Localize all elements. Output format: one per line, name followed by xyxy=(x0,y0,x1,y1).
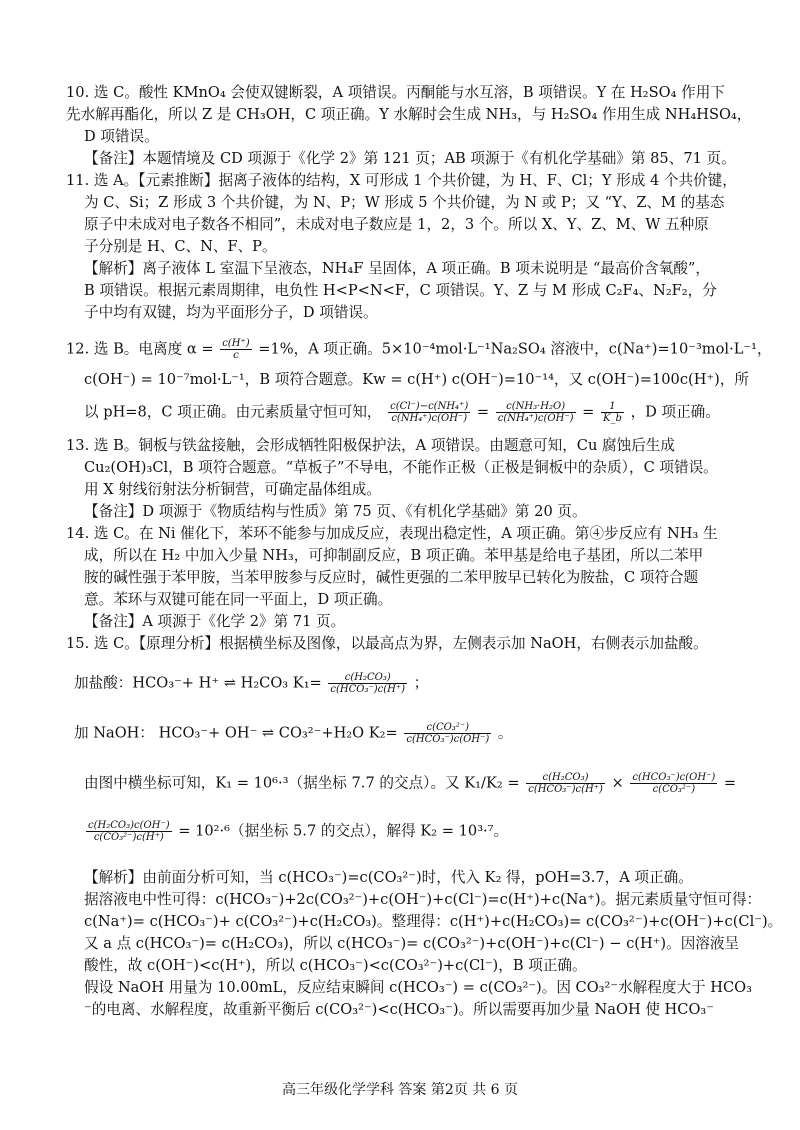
page-footer: 高三年级化学学科 答案 第2页 共 6 页 xyxy=(281,1082,519,1098)
fraction-denominator: c(HCO₃⁻)c(H⁺) xyxy=(330,684,406,695)
k2-fraction xyxy=(404,722,491,745)
fraction-numerator: c(H₂CO₃) xyxy=(526,772,605,784)
q15-equation-naoh xyxy=(74,722,794,745)
q12-fraction-1 xyxy=(388,401,470,424)
q15-analysis-7: ⁻的电离、水解程度，故重新平衡后 c(CO₃²⁻)<c(HCO₃⁻)。所以需要再加少量 NaOH 使 HCO₃⁻ xyxy=(84,1001,714,1018)
alpha-fraction xyxy=(220,338,251,361)
q14-line-4: 意。苯环与双键可能在同一平面上，D 项正确。 xyxy=(84,591,393,608)
q12-fraction-3 xyxy=(601,401,624,424)
q15-analysis-1: 【解析】由前面分析可知，当 c(HCO₃⁻)=c(CO₃²⁻)时，代入 K₂ 得，pOH=3.7，A 项正确。 xyxy=(84,869,693,886)
fraction-numerator: c(CO₃²⁻) xyxy=(404,722,491,734)
q15-k-ratio-line xyxy=(84,772,800,795)
q10-line-1: 10. 选 C。酸性 KMnO₄ 会使双键断裂，A 项错误。丙酮能与水互溶，B 项错误。Y 在 H₂SO₄ 作用下 xyxy=(66,84,725,101)
fraction-denominator: c(HCO₃⁻)c(OH⁻) xyxy=(406,734,490,745)
q14-line-2: 成，所以在 H₂ 中加入少量 NH₃，可抑制副反应，B 项正确。苯甲基是给电子基团，所以二苯甲 xyxy=(84,547,704,564)
eq3-tail: = xyxy=(723,774,737,792)
fraction-numerator: c(Cl⁻)−c(NH₄⁺) xyxy=(390,401,469,412)
q13-note: 【备注】D 项源于《物质结构与性质》第 75 页、《有机化学基础》第 20 页。 xyxy=(84,503,587,520)
eq2-tail: 。 xyxy=(497,724,513,742)
q12-line-3 xyxy=(84,401,800,424)
fraction-denominator: c(CO₃²⁻) xyxy=(652,784,696,795)
q15-equation-hcl xyxy=(74,672,794,695)
q15-k2-result-line xyxy=(84,820,800,843)
q11-line-4: 子分别是 H、C、N、F、P。 xyxy=(84,238,277,255)
fraction-numerator: 1 xyxy=(601,401,624,413)
equals-sign: = xyxy=(476,403,490,421)
q12-text-d: ，D 项正确。 xyxy=(630,403,720,421)
q12-fraction-2 xyxy=(496,401,576,424)
eq1-text: 加盐酸：HCO₃⁻+ H⁺ ⇌ H₂CO₃ K₁= xyxy=(74,674,322,692)
q11-analysis-2: B 项错误。根据元素周期律，电负性 H<P<N<F，C 项错误。Y、Z 与 M 形成 C₂F₄、N₂F₂，分 xyxy=(84,282,717,299)
fraction-denominator: c xyxy=(233,350,239,361)
q11-line-2: 为 C、Si；Z 形成 3 个共价键，为 N、P；W 形成 5 个共价键，为 N 或 P；又 “Y、Z、M 的基态 xyxy=(84,194,725,211)
q15-analysis-6: 假设 NaOH 用量为 10.00mL，反应结束瞬间 c(HCO₃⁻) = c(CO₃²⁻)。因 CO₃²⁻水解程度大于 HCO₃ xyxy=(84,979,752,996)
q10-note: 【备注】本题情境及 CD 项源于《化学 2》第 121 页；AB 项源于《有机化学基础》第 85、71 页。 xyxy=(84,150,736,167)
q13-line-1: 13. 选 B。铜板与铁盆接触，会形成牺牲阳极保护法，A 项错误。由题意可知，Cu 腐蚀后生成 xyxy=(66,437,675,454)
eq1-tail: ； xyxy=(413,674,429,692)
fraction-numerator: c(H₂CO₃)c(OH⁻) xyxy=(88,820,170,831)
fraction-denominator: K_b xyxy=(603,413,622,424)
q13-line-2: Cu₂(OH)₃Cl，B 项符合题意。“草板子”不导电，不能作正极（正极是铜板中的杂质），C 项错误。 xyxy=(84,459,718,476)
q12-text-a: 12. 选 B。电离度 α = xyxy=(66,340,214,358)
fraction-denominator: c(NH₄⁺)c(OH⁻) xyxy=(497,413,574,424)
q12-line-2: c(OH⁻) = 10⁻⁷mol·L⁻¹，B 项符合题意。Kw = c(H⁺) c(OH⁻)=10⁻¹⁴，又 c(OH⁻)=100c(H⁺)，所 xyxy=(84,371,750,388)
equals-sign: = xyxy=(582,403,595,421)
fraction-denominator: c(NH₄⁺)c(OH⁻) xyxy=(391,413,468,424)
q12-text-b: =1%，A 项正确。5×10⁻⁴mol·L⁻¹Na₂SO₄ 溶液中，c(Na⁺)=10⁻³mol·L⁻¹， xyxy=(258,340,772,358)
eq2-text: 加 NaOH： HCO₃⁻+ OH⁻ ⇌ CO₃²⁻+H₂O K₂= xyxy=(74,724,398,742)
q12-line-1 xyxy=(66,338,786,361)
k1-fraction xyxy=(328,672,407,695)
fraction-numerator: c(H⁺) xyxy=(222,338,250,349)
q10-line-2: 先水解再酯化，所以 Z 是 CH₃OH，C 项正确。Y 水解时会生成 NH₃，与 H₂SO₄ 作用生成 NH₄HSO₄， xyxy=(66,106,752,123)
ratio-fraction-1 xyxy=(526,772,605,795)
eq3-text: 由图中横坐标可知，K₁ = 10⁶·³（据坐标 7.7 的交点）。又 K₁/K₂ = xyxy=(84,774,520,792)
ratio-fraction-3 xyxy=(86,820,172,843)
q13-line-3: 用 X 射线衍射法分析铜营，可确定晶体组成。 xyxy=(84,481,381,498)
fraction-denominator: c(HCO₃⁻)c(H⁺) xyxy=(528,784,603,795)
q14-note: 【备注】A 项源于《化学 2》第 71 页。 xyxy=(84,613,346,630)
q15-analysis-5: 酸性，故 c(OH⁻)<c(H⁺)，所以 c(HCO₃⁻)<c(CO₃²⁻)+c(Cl⁻)，B 项正确。 xyxy=(84,957,587,974)
q15-analysis-3: c(Na⁺)= c(HCO₃⁻)+ c(CO₃²⁻)+c(H₂CO₃)。整理得：c(H⁺)+c(H₂CO₃)= c(CO₃²⁻)+c(OH⁻)+c(Cl⁻)。 xyxy=(84,913,783,930)
eq4-text: = 10²·⁶（据坐标 5.7 的交点），解得 K₂ = 10³·⁷。 xyxy=(178,822,509,840)
fraction-denominator: c(CO₃²⁻)c(H⁺) xyxy=(93,832,164,843)
q11-analysis-3: 子中均有双键，均为平面形分子，D 项错误。 xyxy=(84,304,378,321)
q11-line-3: 原子中未成对电子数各不相同”，未成对电子数应是 1，2，3 个。所以 X、Y、Z、M、W 五种原 xyxy=(84,216,709,233)
q15-line-1: 15. 选 C。【原理分析】根据横坐标及图像，以最高点为界，左侧表示加 NaOH，右侧表示加盐酸。 xyxy=(66,635,708,652)
q12-text-c: 以 pH=8，C 项正确。由元素质量守恒可知， xyxy=(84,403,382,421)
q15-analysis-2: 据溶液电中性可得：c(HCO₃⁻)+2c(CO₃²⁻)+c(OH⁻)+c(Cl⁻)=c(H⁺)+c(Na⁺)。据元素质量守恒可得： xyxy=(84,891,762,908)
fraction-numerator: c(H₂CO₃) xyxy=(328,672,407,684)
q10-line-3: D 项错误。 xyxy=(84,128,159,145)
q15-analysis-4: 又 a 点 c(HCO₃⁻)= c(H₂CO₃)，所以 c(HCO₃⁻)= c(CO₃²⁻)+c(OH⁻)+c(Cl⁻) − c(H⁺)。因溶液呈 xyxy=(84,935,740,952)
ratio-fraction-2 xyxy=(630,772,717,795)
times-sign: × xyxy=(611,774,624,792)
fraction-numerator: c(HCO₃⁻)c(OH⁻) xyxy=(632,772,716,783)
q11-line-1: 11. 选 A。【元素推断】据离子液体的结构，X 可形成 1 个共价键，为 H、F、Cl；Y 形成 4 个共价键， xyxy=(66,172,737,189)
q11-analysis-1: 【解析】离子液体 L 室温下呈液态，NH₄F 呈固体，A 项正确。B 项未说明是 “最高价含氧酸”， xyxy=(84,260,710,277)
q14-line-3: 胺的碱性强于苯甲胺，当苯甲胺参与反应时，碱性更强的二苯甲胺早已转化为胺盐，C 项符合题 xyxy=(84,569,699,586)
q14-line-1: 14. 选 C。在 Ni 催化下，苯环不能参与加成反应，表现出稳定性，A 项正确。第④步反应有 NH₃ 生 xyxy=(66,525,718,542)
fraction-numerator: c(NH₃·H₂O) xyxy=(496,401,576,413)
